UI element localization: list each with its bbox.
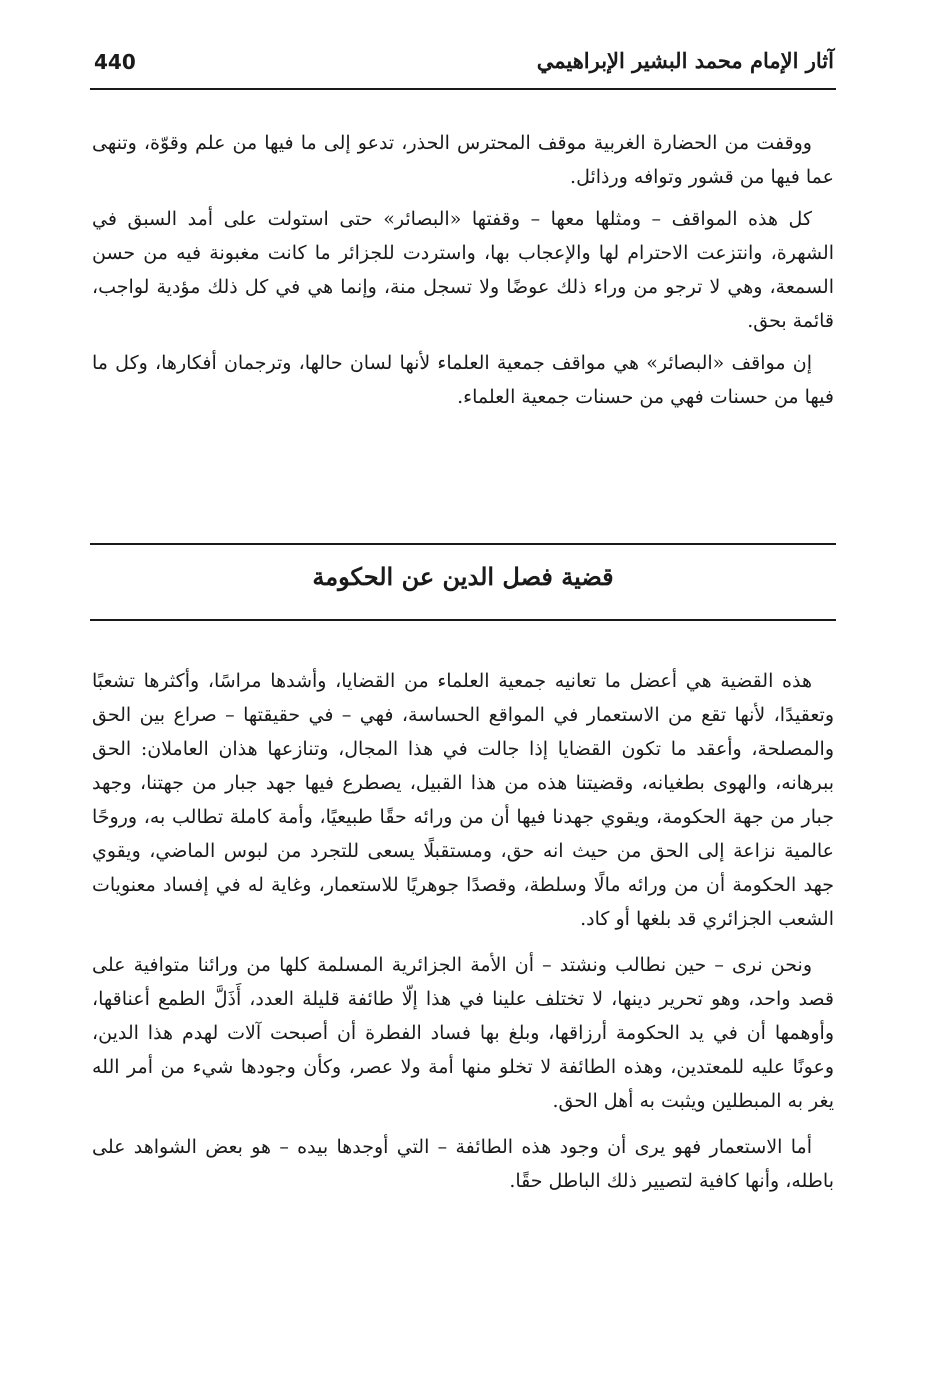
paragraph: هذه القضية هي أعضل ما تعانيه جمعية العلماء من القضايا، وأشدها مراسًا، وأكثرها تشعبًا وتعقيدًا، لأنها تقع من الاستعمار في المواقع الحساسة، فهي – في حقيقتها – صراع بين الحق والمصلحة، وأعقد ما تكون القضايا إذا جالت في هذا المجال، وتنازعها هذان العاملان: الحق ببرهانه، والهوى بطغيانه، وقضيتنا هذه من هذا القبيل، يصطرع فيها جهد جبار من جهتنا، وجهد جبار من جهة الحكومة، ويقوي جهدنا فيها أن من ورائه حقًا طبيعيًا، وأمة كاملة تطالب به، وروحًا عالمية نزاعة إلى الحق من حيث انه حق، ومستقبلًا يسعى للتجرد من لبوس الماضي، ويقوي جهد الحكومة أن من ورائه مالًا وسلطة، وقصدًا جوهريًا للاستعمار، وغاية له في إفساد معنويات الشعب الجزائري قد بلغها أو كاد. [92,670,834,930]
paragraph: كل هذه المواقف – ومثلها معها – وقفتها «البصائر» حتى استولت على أمد السبق في الشهرة، وانتزعت الاحترام لها والإعجاب بها، واستردت للجزائر ما كانت مغبونة فيه من حسن السمعة، وهي لا ترجو من وراء ذلك عوضًا ولا تسجل منة، وإنما هي في كل ذلك مؤدية لواجب، قائمة بحق. [92,208,834,332]
running-title: آثار الإمام محمد البشير الإبراهيمي [536,48,834,73]
page-number: 440 [94,50,136,74]
section-title: قضية فصل الدين عن الحكومة [312,562,614,591]
page-header [90,44,836,90]
paragraph: إن مواقف «البصائر» هي مواقف جمعية العلماء لأنها لسان حالها، وترجمان أفكارها، وكل ما فيها من حسنات فهي من حسنات جمعية العلماء. [92,352,834,408]
paragraph: ونحن نرى – حين نطالب ونشتد – أن الأمة الجزائرية المسلمة كلها من ورائنا متوافية على قصد واحد، وهو تحرير دينها، لا تختلف علينا في هذا إلّا طائفة قليلة العدد، أَذَلَّ الطمع أعناقها، وأوهمها أن في يد الحكومة أرزاقها، وبلغ بها فساد الفطرة أن أصبحت آلات لهدم هذا الدين، وعونًا عليه للمعتدين، وهذه الطائفة لا تخلو منها أمة ولا عصر، وكأن وجودها شيء من أمر الله يغر به المبطلين ويثبت به أهل الحق. [92,954,834,1112]
paragraph: أما الاستعمار فهو يرى أن وجود هذه الطائفة – التي أوجدها بيده – هو بعض الشواهد على باطله، وأنها كافية لتصيير ذلك الباطل حقًا. [92,1136,834,1192]
section-rule-bottom [90,619,836,621]
section-rule-top [90,543,836,545]
body-text-block [92,664,834,1198]
paragraph: ووقفت من الحضارة الغربية موقف المحترس الحذر، تدعو إلى ما فيها من علم وقوّة، وتنهى عما فيها من قشور وتوافه ورذائل. [92,132,834,188]
top-text-block [92,126,834,414]
